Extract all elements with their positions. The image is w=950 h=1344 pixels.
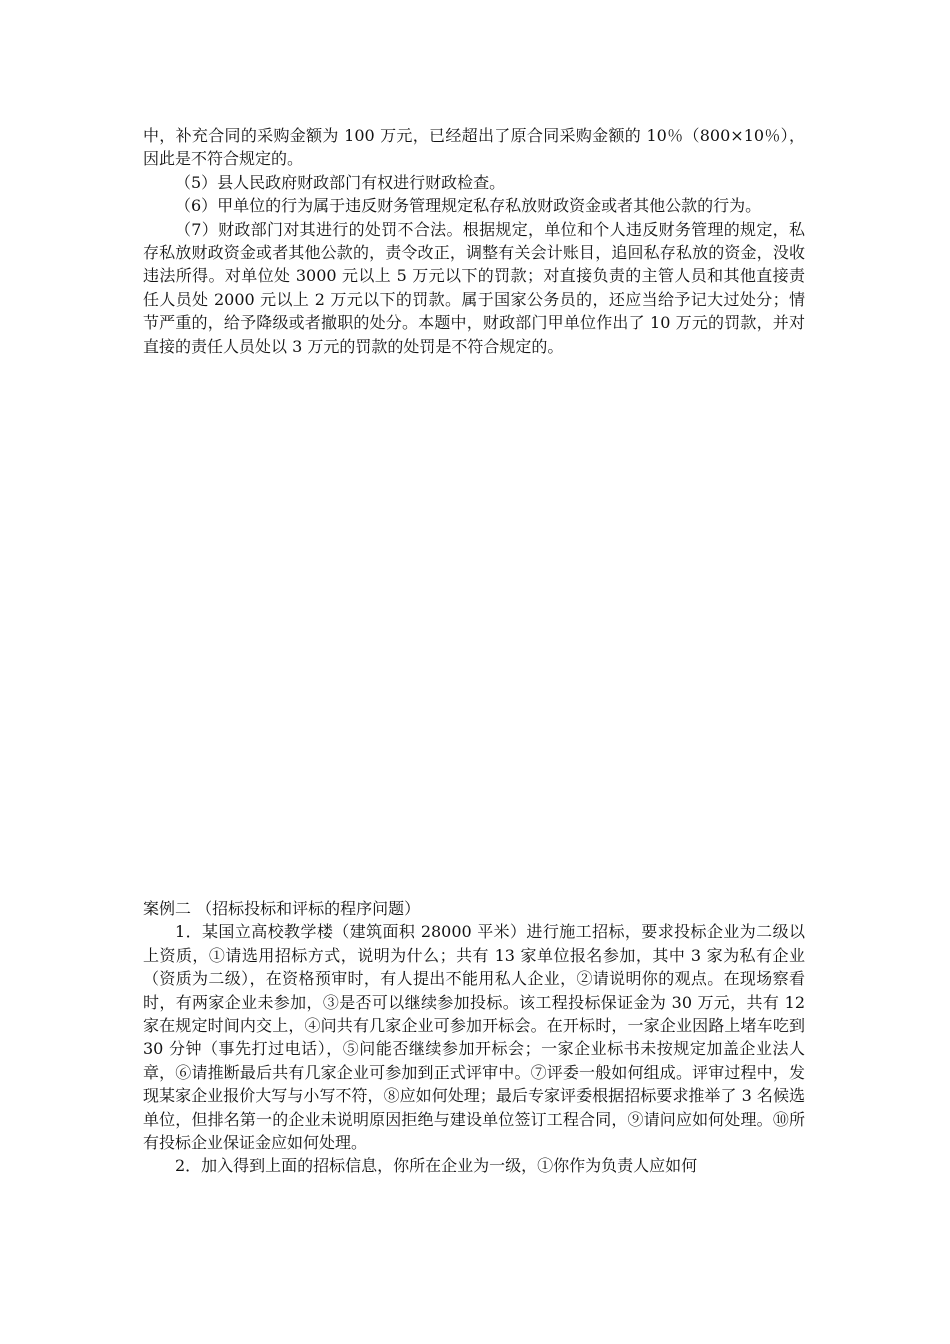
case-two-section bbox=[143, 897, 805, 1178]
paragraph-item-6: （6）甲单位的行为属于违反财务管理规定私存私放财政资金或者其他公款的行为。 bbox=[175, 196, 762, 216]
paragraph-item-7: （7）财政部门对其进行的处罚不合法。根据规定，单位和个人违反财务管理的规定，私存私放财政资金或者其他公款的，责令改正，调整有关会计账目，追回私存私放的资金，没收违法所得。对单位处 3000 元以上 5 万元以下的罚款；对直接负责的主管人员和其他直接责任人员处 2000 元以上 2 万元以下的罚款。属于国家公务员的，还应当给予记大过处分；情节严重的，给予降级或者撤职的处分。本题中，财政部门甲单位作出了 10 万元的罚款，并对直接的责任人员处以 3 万元的罚款的处罚是不符合规定的。 bbox=[143, 219, 805, 356]
paragraph-continuation: 中，补充合同的采购金额为 100 万元，已经超出了原合同采购金额的 10％（800×10％），因此是不符合规定的。 bbox=[143, 126, 805, 169]
case-two-question-2: 2．加入得到上面的招标信息，你所在企业为一级，①你作为负责人应如何 bbox=[175, 1156, 698, 1176]
case-two-question-1: 1．某国立高校教学楼（建筑面积 28000 平米）进行施工招标，要求投标企业为二级以上资质，①请选用招标方式，说明为什么；共有 13 家单位报名参加，其中 3 家为私有企业（资质为二级），在资格预审时，有人提出不能用私人企业，②请说明你的观点。在现场察看时，有两家企业未参加，③是否可以继续参加投标。该工程投标保证金为 30 万元，共有 12 家在规定时间内交上，④问共有几家企业可参加开标会。在开标时，一家企业因路上堵车吃到 30 分钟（事先打过电话），⑤问能否继续参加开标会；一家企业标书未按规定加盖企业法人章，⑥请推断最后共有几家企业可参加到正式评审中。⑦评委一般如何组成。评审过程中，发现某家企业报价大写与小写不符，⑧应如何处理；最后专家评委根据招标要求推举了 3 名候选单位，但排名第一的企业未说明原因拒绝与建设单位签订工程合同，⑨请问应如何处理。⑩所有投标企业保证金应如何处理。 bbox=[143, 922, 805, 1153]
answer-section bbox=[143, 124, 805, 358]
paragraph-item-5: （5）县人民政府财政部门有权进行财政检查。 bbox=[175, 172, 506, 192]
case-two-heading: 案例二 （招标投标和评标的程序问题） bbox=[143, 899, 421, 918]
